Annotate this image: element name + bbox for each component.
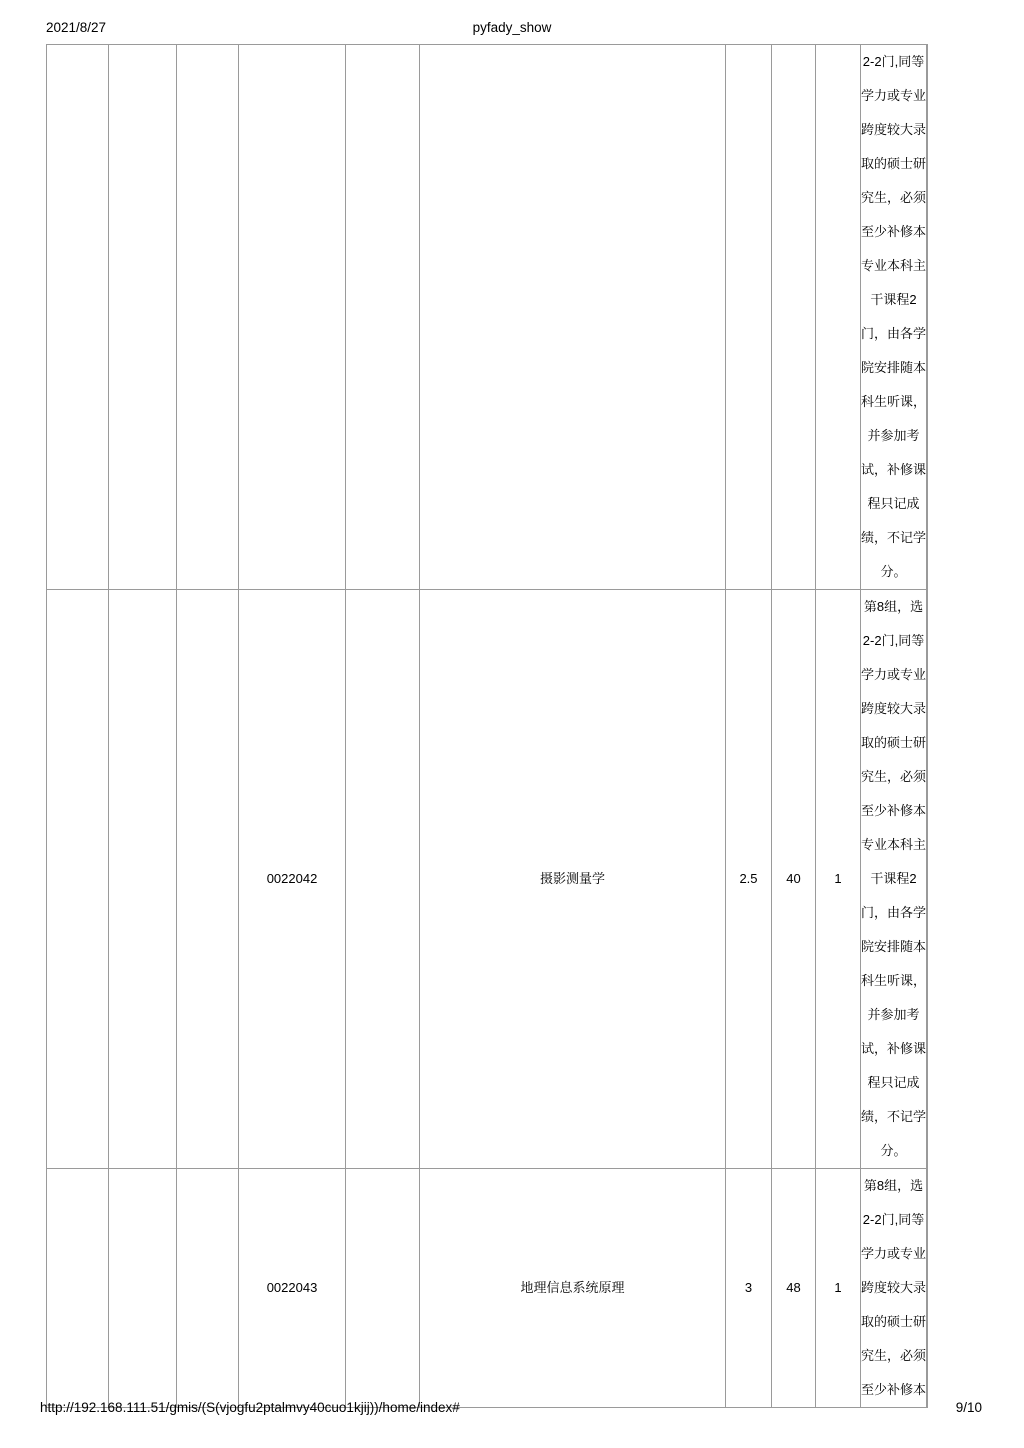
header-date: 2021/8/27: [46, 20, 107, 35]
cell-col-e: [346, 45, 420, 590]
cell-hours: 40: [772, 590, 816, 1169]
table-row: [47, 1169, 928, 1408]
cell-course-code: 0022042: [239, 590, 346, 1169]
cell-col-k: [927, 45, 928, 590]
cell-col-b: [109, 1169, 177, 1408]
cell-term: 1: [816, 590, 861, 1169]
cell-col-a: [47, 45, 109, 590]
cell-col-c: [177, 45, 239, 590]
cell-col-e: [346, 590, 420, 1169]
footer-page-number: 9/10: [955, 1400, 982, 1415]
footer-url: http://192.168.111.51/gmis/(S(vjogfu2ptalmvy40cuo1kjij))/home/index#: [40, 1400, 460, 1415]
cell-note: 第8组，选 2-2门,同等 学力或专业 跨度较大录 取的硕士研 究生，必须 至少补修本: [861, 1169, 927, 1408]
cell-credit: 2.5: [726, 590, 772, 1169]
cell-col-b: [109, 590, 177, 1169]
cell-col-c: [177, 590, 239, 1169]
cell-col-b: [109, 45, 177, 590]
cell-col-k: [927, 1169, 928, 1408]
print-footer: [0, 1400, 1024, 1420]
print-header: [0, 20, 1024, 40]
cell-course-name: [420, 45, 726, 590]
cell-course-name: 摄影测量学: [420, 590, 726, 1169]
cell-credit: [726, 45, 772, 590]
course-table: [46, 44, 928, 1408]
cell-note: 第8组，选 2-2门,同等 学力或专业 跨度较大录 取的硕士研 究生，必须 至少补修本 专业本科主 干课程2 门，由各学 院安排随本 科生听课， 并参加考 试，补修课 程只记成 绩，不记学 分。: [861, 590, 927, 1169]
cell-hours: 48: [772, 1169, 816, 1408]
cell-credit: 3: [726, 1169, 772, 1408]
cell-hours: [772, 45, 816, 590]
cell-note: 2-2门,同等 学力或专业 跨度较大录 取的硕士研 究生，必须 至少补修本 专业本科主 干课程2 门，由各学 院安排随本 科生听课， 并参加考 试，补修课 程只记成 绩，不记学 分。: [861, 45, 927, 590]
table-row: [47, 45, 928, 590]
cell-col-e: [346, 1169, 420, 1408]
cell-course-code: 0022043: [239, 1169, 346, 1408]
table-row: [47, 590, 928, 1169]
cell-term: 1: [816, 1169, 861, 1408]
cell-course-code: [239, 45, 346, 590]
cell-col-a: [47, 590, 109, 1169]
cell-col-c: [177, 1169, 239, 1408]
cell-course-name: 地理信息系统原理: [420, 1169, 726, 1408]
cell-col-k: [927, 590, 928, 1169]
cell-term: [816, 45, 861, 590]
cell-col-a: [47, 1169, 109, 1408]
header-title: pyfady_show: [472, 20, 552, 35]
course-table-container: [46, 44, 926, 1408]
